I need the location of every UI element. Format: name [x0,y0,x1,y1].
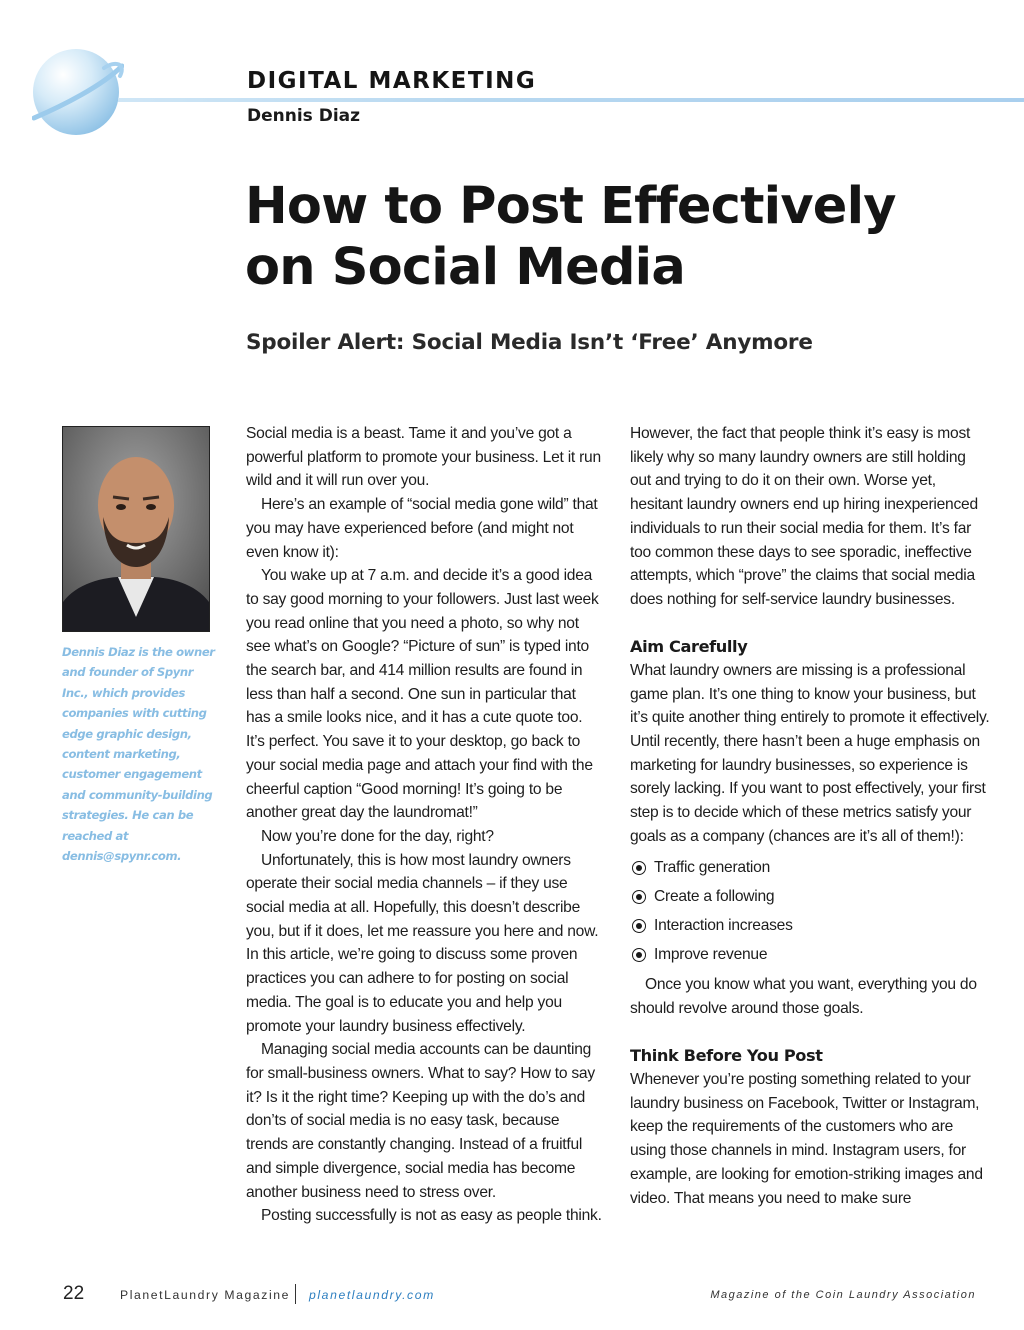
article-column-1 [246,422,602,1228]
paragraph: Unfortunately, this is how most laundry owners operate their social media channels – if they use social media at all. Hopefully, this doesn’t describe you, but if it does, let me reassure you here and now. In this article, we’re going to discuss some proven practices you can adhere to for posting on social media. The goal is to educate you and help you promote your laundry business effectively. [246,851,599,1035]
section-heading: Think Before You Post [630,1046,823,1066]
author-photo [62,426,210,632]
list-item [630,853,990,882]
radio-bullet-icon [632,919,646,933]
author-bio: Dennis Diaz is the owner and founder of Spynr Inc., which provides companies with cutting edge graphic design, content marketing, customer engagement and community-building strategies. He can be reached at dennis@spynr.com. [62,645,215,864]
paragraph: However, the fact that people think it’s easy is most likely why so many laundry owners are still holding out and trying to do it on their own. Worse yet, hesitant laundry owners end up hiring inexperienced individuals to run their social media for them. It’s far too common these days to see sporadic, ineffective attempts, which “prove” the claims that social media does nothing for self-service laundry businesses. [630,425,978,608]
paragraph: Managing social media accounts can be daunting for small-business owners. What to say? How to say it? Is it the right time? Keeping up with the do’s and don’ts of social media is no easy task, because trends are constantly changing. Instead of a fruitful and simple divergence, social media has become another business need to stress over. [246,1041,595,1201]
globe-logo-icon [32,46,124,138]
website-link[interactable]: planetlaundry.com [309,1288,435,1302]
author-portrait-icon [63,427,209,631]
list-item [630,911,990,940]
title-line-2: on Social Media [245,238,685,297]
paragraph: Once you know what you want, everything you do should revolve around those goals. [630,976,977,1018]
list-item-label: Improve revenue [654,946,768,964]
list-item [630,940,990,969]
paragraph: Social media is a beast. Tame it and you’ve got a powerful platform to promote your business. Let it run wild and it will run over you. [246,425,601,490]
radio-bullet-icon [632,890,646,904]
magazine-tagline: Magazine of the Coin Laundry Association [710,1289,976,1301]
section-label: DIGITAL MARKETING [247,68,537,94]
byline: Dennis Diaz [247,106,361,126]
section-heading: Aim Carefully [630,637,748,657]
header-rule [118,98,1024,102]
paragraph: Now you’re done for the day, right? [261,827,494,845]
radio-bullet-icon [632,948,646,962]
article-column-2 [630,422,990,1210]
paragraph: Posting successfully is not as easy as people think. [261,1207,602,1225]
magazine-name: PlanetLaundry Magazine [120,1288,291,1302]
page-number: 22 [63,1283,85,1304]
title-line-1: How to Post Effectively [245,177,896,236]
list-item-label: Create a following [654,888,775,906]
paragraph: Whenever you’re posting something related to your laundry business on Facebook, Twitter or Instagram, keep the requirements of the customers who are using those channels in mind. Instagram users, for example, are looking for emotion-striking images and video. That means you need to make sure [630,1071,983,1207]
article-subtitle: Spoiler Alert: Social Media Isn’t ‘Free’ Anymore [246,330,813,355]
paragraph: What laundry owners are missing is a professional game plan. It’s one thing to know your business, but it’s quite another thing entirely to promote it effectively. Until recently, there hasn’t been a huge emphasis on marketing for laundry businesses, so experience is sorely lacking. If you want to post effectively, your first step is to decide which of these metrics satisfy your goals as a company (chances are it’s all of them!): [630,661,990,845]
page-footer [0,1283,1024,1307]
radio-bullet-icon [632,861,646,875]
goals-list [630,853,990,969]
footer-divider [295,1284,296,1304]
paragraph: Here’s an example of “social media gone wild” that you may have experienced before (and might not even know it): [246,496,598,561]
list-item [630,882,990,911]
list-item-label: Traffic generation [654,859,770,877]
article-title [245,176,925,298]
paragraph: You wake up at 7 a.m. and decide it’s a good idea to say good morning to your followers. Just last week you read online that you need a photo, so why not see what’s on Google? “Picture of sun” is typed into the search bar, and 414 million results are found in less than half a second. One sun in particular that has a smile looks nice, and it has a cute quote too. It’s perfect. You save it to your desktop, go back to your social media page and attach your find with the cheerful caption “Good morning! It’s going to be another great day the laundromat!” [246,567,599,822]
list-item-label: Interaction increases [654,917,793,935]
